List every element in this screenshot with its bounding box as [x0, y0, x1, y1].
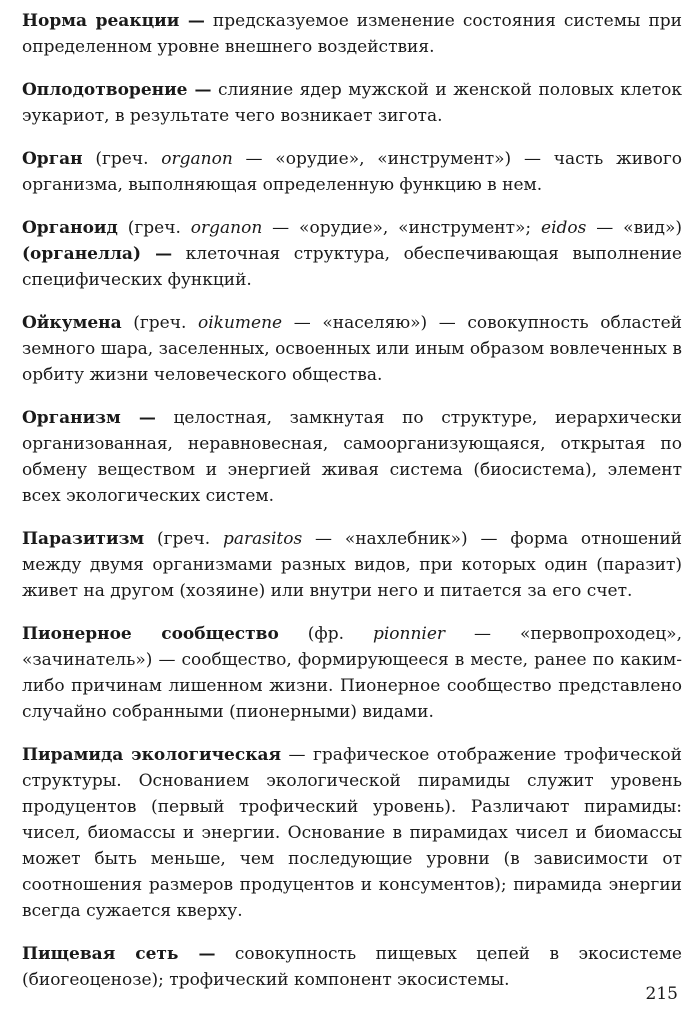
entry-text: совокупность пищевых цепей в экосистеме (биогеоценозе); трофический компонент экосистемы.	[22, 944, 682, 990]
entry-term: Норма реакции —	[22, 11, 205, 31]
entry-term: Организм —	[22, 408, 156, 428]
entry-etymology-word: organon	[190, 218, 263, 238]
entry-term-alt: (органелла) —	[22, 244, 173, 264]
entry-text: (греч.	[117, 218, 191, 238]
entry-piramida-ekologicheskaya	[22, 742, 682, 924]
glossary-page	[22, 8, 682, 1010]
entry-text: — «орудие», «инструмент»;	[262, 218, 542, 238]
entry-text: слияние ядер мужской и женской половых клеток эукариот, в результате чего возникает зигота.	[22, 80, 682, 126]
entry-parazitizm	[22, 526, 682, 604]
entry-etymology-word: oikumene	[198, 313, 283, 333]
entry-text: (греч.	[121, 313, 198, 333]
entry-term: Ойкумена	[22, 313, 122, 333]
entry-text: (греч.	[82, 149, 162, 169]
entry-organizm	[22, 405, 682, 509]
entry-etymology-word: parasitos	[222, 529, 303, 549]
page-number: 215	[645, 984, 678, 1004]
entry-text: клеточная структура, обеспечивающая выполнение специфических функций.	[22, 244, 682, 290]
entry-term: Пищевая сеть —	[22, 944, 216, 964]
entry-oikumena	[22, 310, 682, 388]
entry-text: (греч.	[144, 529, 223, 549]
entry-term: Оплодотворение —	[22, 80, 212, 100]
entry-etymology-word: pionnier	[372, 624, 446, 644]
entry-text: (фр.	[278, 624, 373, 644]
entry-norma-reaktsii	[22, 8, 682, 60]
entry-text: предсказуемое изменение состояния системы при определенном уровне внешнего воздействия.	[22, 11, 682, 57]
entry-organ	[22, 146, 682, 198]
entry-text: — «населяю») — совокупность областей земного шара, заселенных, освоенных или иным образом вовлеченных в орбиту жизни человеческого общества.	[22, 313, 683, 385]
entry-pishchevaya-set	[22, 941, 682, 993]
entry-text: — «орудие», «инструмент») — часть живого организма, выполняющая определенную функцию в нем.	[22, 149, 682, 195]
entry-text: — «вид»)	[586, 218, 682, 238]
entry-term: Паразитизм	[22, 529, 145, 549]
entry-term: Орган	[22, 149, 83, 169]
entry-text: — «первопроходец», «зачинатель») — сообщество, формирующееся в месте, ранее по каким-либо причинам лишенном жизни. Пионерное сообщество представлено случайно собранными (пионерными) видами.	[22, 624, 682, 722]
entry-text: — «нахлебник») — форма отношений между двумя организмами разных видов, при которых один (паразит) живет на другом (хозяине) или внутри него и питается за его счет.	[22, 529, 682, 601]
entry-etymology-word: organon	[161, 149, 233, 169]
entry-organoid	[22, 215, 682, 293]
entry-oplodotvorenie	[22, 77, 682, 129]
entry-etymology-word: eidos	[541, 218, 587, 238]
entry-term: Пионерное сообщество	[22, 624, 279, 644]
entry-term: Органоид	[22, 218, 118, 238]
entry-text: — графическое отображение трофической структуры. Основанием экологической пирамиды служит уровень продуцентов (первый трофический уровень). Различают пирамиды: чисел, биомассы и энергии. Основание в пирамидах чисел и биомассы может быть меньше, чем последующие уровни (в зависимости от соотношения размеров продуцентов и консументов); пирамида энергии всегда сужается кверху.	[22, 745, 682, 921]
entry-term: Пирамида экологическая	[22, 745, 282, 765]
entry-pionernoe-soobshchestvo	[22, 621, 682, 725]
entry-text: целостная, замкнутая по структуре, иерархически организованная, неравновесная, самоорганизующаяся, открытая по обмену веществом и энергией живая система (биосистема), элемент всех экологических систем.	[22, 408, 682, 506]
